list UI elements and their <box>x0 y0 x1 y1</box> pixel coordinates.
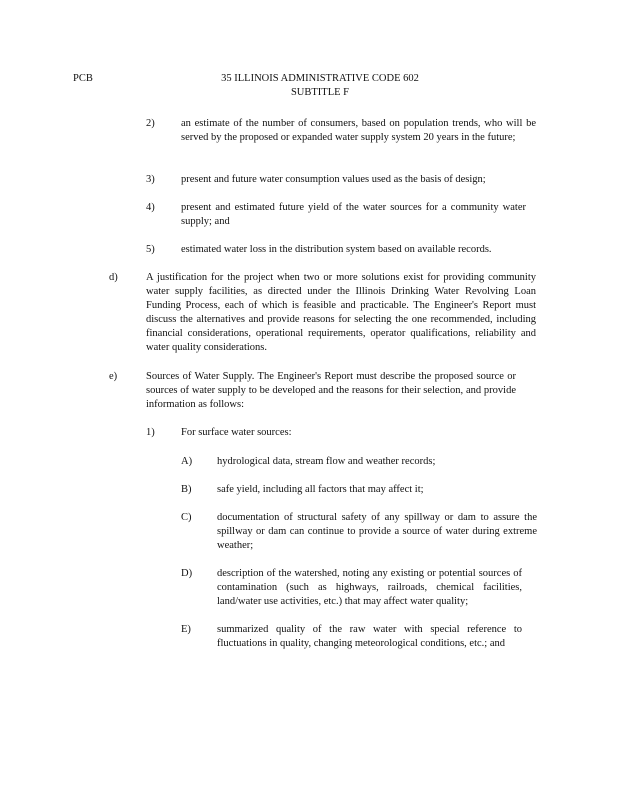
item-2-text: an estimate of the number of consumers, based on population trends, who will be served by the proposed or expanded water supply system 20 years in the future; <box>181 118 536 143</box>
section-d-label: d) <box>109 272 118 283</box>
item-5-number: 5) <box>146 244 155 255</box>
subitem-c-text: documentation of structural safety of any spillway or dam to assure the spillway or dam can continue to provide a source of water during extreme weather; <box>217 512 537 551</box>
item-4-text: present and estimated future yield of the water sources for a community water supply; and <box>181 202 526 227</box>
subsection-1-text: For surface water sources: <box>181 427 292 438</box>
header-line-1: 35 ILLINOIS ADMINISTRATIVE CODE 602 <box>221 73 419 84</box>
subitem-b-text: safe yield, including all factors that may affect it; <box>217 484 424 495</box>
subitem-d-letter: D) <box>181 568 193 579</box>
header-left: PCB <box>73 73 93 84</box>
header-line-2: SUBTITLE F <box>290 87 350 98</box>
section-e-label: e) <box>109 371 118 382</box>
subitem-e-text: summarized quality of the raw water with special reference to fluctuations in quality, changing meteorological conditions, etc.; and <box>217 624 522 649</box>
item-5-text: estimated water loss in the distribution system based on available records. <box>181 244 492 255</box>
section-e-text: Sources of Water Supply. The Engineer's Report must describe the proposed source or sources of water supply to be developed and the reasons for their selection, and provide information as follows: <box>146 371 516 410</box>
subitem-e-letter: E) <box>181 624 191 635</box>
item-2-number: 2) <box>146 118 155 129</box>
header-title <box>190 72 450 100</box>
subitem-c-letter: C) <box>181 512 192 523</box>
item-4-number: 4) <box>146 202 155 213</box>
item-3-text: present and future water consumption values used as the basis of design; <box>181 174 486 185</box>
subitem-a-letter: A) <box>181 456 193 467</box>
subsection-1-number: 1) <box>146 427 155 438</box>
subitem-b-letter: B) <box>181 484 192 495</box>
item-3-number: 3) <box>146 174 155 185</box>
section-d-text: A justification for the project when two or more solutions exist for providing community water supply facilities, as directed under the Illinois Drinking Water Revolving Loan Funding Process, each of which is feasible and practicable. The Engineer's Report must discuss the alternatives and provide reasons for selecting the one recommended, including financial considerations, operational requirements, operator qualifications, reliability and water quality considerations. <box>146 272 536 353</box>
subitem-d-text: description of the watershed, noting any existing or potential sources of contamination (such as highways, railroads, chemical facilities, land/water use activities, etc.) that may affect water quality; <box>217 568 522 607</box>
subitem-a-text: hydrological data, stream flow and weather records; <box>217 456 436 467</box>
